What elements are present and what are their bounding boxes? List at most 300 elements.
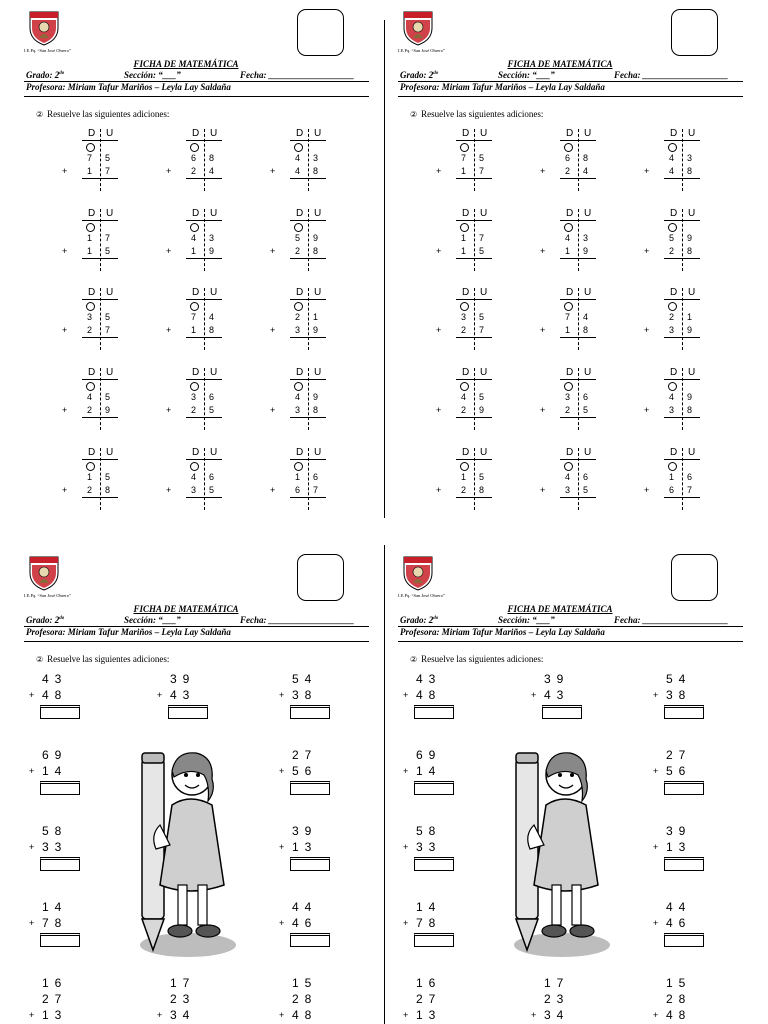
units-label: U: [584, 287, 592, 298]
school-name: I.E.Pq. “San José Obrero”: [24, 593, 71, 598]
addend: 23: [170, 992, 196, 1006]
plus-sign: +: [62, 166, 68, 176]
tens-digit: 5: [669, 233, 675, 243]
plus-sign: +: [403, 690, 409, 700]
carry-circle-icon: [190, 223, 199, 232]
units-digit: 7: [687, 485, 693, 495]
answer-box[interactable]: [664, 933, 704, 947]
addition-problem: [644, 447, 704, 513]
tens-label: D: [88, 367, 96, 378]
addition-problem: [644, 287, 704, 353]
tens-label: D: [296, 367, 304, 378]
instruction-text: Resuelve las siguientes adiciones:: [47, 654, 170, 664]
units-digit: 8: [687, 246, 693, 256]
plus-sign: +: [270, 485, 276, 495]
units-digit: 3: [209, 233, 215, 243]
units-label: U: [106, 367, 114, 378]
answer-box[interactable]: [290, 857, 330, 871]
place-value-divider: [578, 448, 579, 510]
addend: 38: [292, 688, 318, 702]
addition-problem: [270, 287, 330, 353]
plus-sign: +: [279, 690, 285, 700]
units-digit: 9: [313, 392, 319, 402]
addition-problem: [644, 128, 704, 194]
score-box: [671, 554, 718, 601]
tens-digit: 6: [565, 153, 571, 163]
units-digit: 8: [687, 166, 693, 176]
units-digit: 9: [479, 405, 485, 415]
tens-digit: 7: [461, 153, 467, 163]
units-digit: 5: [105, 472, 111, 482]
units-digit: 4: [583, 312, 589, 322]
addend: 48: [416, 688, 442, 702]
sheet-title: FICHA DE MATEMÁTICA: [133, 604, 239, 614]
sum-line: [456, 497, 492, 498]
addition-problem: [436, 367, 496, 433]
plus-sign: +: [531, 1010, 537, 1020]
tens-label: D: [88, 447, 96, 458]
addend: 14: [42, 764, 68, 778]
sum-line: [82, 178, 118, 179]
tens-label: D: [88, 287, 96, 298]
tens-label: D: [566, 128, 574, 139]
place-value-divider: [204, 448, 205, 510]
tens-digit: 4: [669, 166, 675, 176]
addition-problem: [166, 367, 226, 433]
plus-sign: +: [270, 325, 276, 335]
plus-sign: +: [540, 325, 546, 335]
tens-digit: 7: [191, 312, 197, 322]
units-label: U: [480, 208, 488, 219]
addend: 43: [42, 672, 68, 686]
addition-problem: [270, 367, 330, 433]
sum-line: [664, 337, 700, 338]
carry-circle-icon: [86, 143, 95, 152]
units-digit: 9: [313, 325, 319, 335]
units-digit: 6: [583, 472, 589, 482]
carry-circle-icon: [86, 302, 95, 311]
tens-digit: 1: [461, 246, 467, 256]
units-digit: 6: [209, 392, 215, 402]
addition-problem: [166, 447, 226, 513]
units-label: U: [314, 447, 322, 458]
tens-label: D: [88, 128, 96, 139]
units-label: U: [106, 208, 114, 219]
worksheet-bottom-left: [0, 545, 372, 1024]
tens-label: D: [462, 447, 470, 458]
addition-problem: [644, 367, 704, 433]
answer-box[interactable]: [664, 705, 704, 719]
carry-circle-icon: [294, 143, 303, 152]
seccion-field: Sección: “___”: [124, 70, 181, 80]
tens-label: D: [88, 208, 96, 219]
tens-digit: 5: [295, 233, 301, 243]
addend: 14: [416, 764, 442, 778]
tens-digit: 4: [191, 233, 197, 243]
girl-with-pencil-icon: [494, 745, 614, 960]
instruction-number: ②: [410, 655, 418, 664]
tens-label: D: [670, 367, 678, 378]
plus-sign: +: [403, 766, 409, 776]
tens-label: D: [192, 367, 200, 378]
seccion-field: Sección: “___”: [498, 70, 555, 80]
tens-digit: 1: [87, 233, 93, 243]
tens-label: D: [296, 447, 304, 458]
tens-digit: 2: [669, 312, 675, 322]
addition-problem: [436, 128, 496, 194]
carry-circle-icon: [564, 223, 573, 232]
units-digit: 5: [105, 312, 111, 322]
units-label: U: [584, 128, 592, 139]
sum-line: [186, 417, 222, 418]
sheet-header: [374, 545, 746, 664]
carry-circle-icon: [668, 462, 677, 471]
plus-sign: +: [62, 325, 68, 335]
units-label: U: [210, 367, 218, 378]
tens-label: D: [462, 287, 470, 298]
tens-label: D: [670, 128, 678, 139]
header-rule: [398, 641, 743, 642]
plus-sign: +: [436, 325, 442, 335]
addend: 34: [170, 1008, 196, 1022]
addition-problem: [62, 208, 122, 274]
sheet-title: FICHA DE MATEMÁTICA: [133, 59, 239, 69]
plus-sign: +: [270, 166, 276, 176]
tens-digit: 1: [87, 166, 93, 176]
tens-digit: 1: [565, 246, 571, 256]
tens-digit: 3: [87, 312, 93, 322]
units-digit: 7: [105, 325, 111, 335]
school-crest-icon: [402, 10, 434, 46]
answer-box[interactable]: [664, 781, 704, 795]
addend: 17: [170, 976, 196, 990]
units-label: U: [688, 128, 696, 139]
tens-digit: 3: [669, 405, 675, 415]
instruction-number: ②: [36, 110, 44, 119]
addend: 48: [42, 688, 68, 702]
tens-digit: 7: [87, 153, 93, 163]
place-value-divider: [682, 448, 683, 510]
answer-box[interactable]: [414, 857, 454, 871]
units-digit: 7: [479, 325, 485, 335]
addend: 69: [42, 748, 68, 762]
addition-problem: [436, 208, 496, 274]
answer-box[interactable]: [290, 705, 330, 719]
header-rule: [398, 96, 743, 97]
sum-line: [186, 497, 222, 498]
profesora-line: Profesora: Miriam Tafur Mariños – Leyla Lay Saldaña: [400, 82, 605, 92]
addend: 39: [292, 824, 318, 838]
units-digit: 8: [313, 246, 319, 256]
units-digit: 8: [687, 405, 693, 415]
answer-box[interactable]: [664, 857, 704, 871]
carry-circle-icon: [668, 302, 677, 311]
sum-line: [82, 417, 118, 418]
addend: 13: [42, 1008, 68, 1022]
tens-digit: 2: [87, 405, 93, 415]
plus-sign: +: [279, 1010, 285, 1020]
grado-superscript: do: [59, 71, 65, 76]
addend: 44: [292, 900, 318, 914]
addition-problem: [62, 287, 122, 353]
plus-sign: +: [436, 166, 442, 176]
instruction: [410, 654, 543, 664]
plus-sign: +: [436, 405, 442, 415]
addend: 13: [416, 1008, 442, 1022]
units-label: U: [314, 367, 322, 378]
addition-problem: [62, 447, 122, 513]
units-label: U: [314, 208, 322, 219]
units-digit: 8: [583, 325, 589, 335]
sheet-header: [374, 0, 746, 119]
units-digit: 5: [105, 153, 111, 163]
header-rule: [24, 641, 369, 642]
grado-label: Grado: 2: [400, 70, 434, 80]
addition-problem: [270, 208, 330, 274]
place-value-divider: [204, 288, 205, 350]
fecha-field: Fecha: ___________________: [614, 70, 729, 80]
instruction: [36, 109, 169, 119]
plus-sign: +: [279, 766, 285, 776]
sum-line: [560, 337, 596, 338]
sum-line: [186, 258, 222, 259]
plus-sign: +: [29, 766, 35, 776]
sum-line: [290, 178, 326, 179]
sum-line: [664, 258, 700, 259]
place-value-divider: [100, 288, 101, 350]
answer-box[interactable]: [414, 933, 454, 947]
answer-box[interactable]: [414, 781, 454, 795]
tens-digit: 2: [191, 405, 197, 415]
tens-label: D: [462, 128, 470, 139]
addition-problem: [540, 287, 600, 353]
tens-digit: 1: [565, 325, 571, 335]
units-digit: 7: [313, 485, 319, 495]
plus-sign: +: [62, 485, 68, 495]
plus-sign: +: [403, 918, 409, 928]
place-value-divider: [308, 448, 309, 510]
plus-sign: +: [166, 485, 172, 495]
sum-line: [560, 417, 596, 418]
place-value-divider: [682, 129, 683, 191]
school-name: I.E.Pq. “San José Obrero”: [398, 593, 445, 598]
plus-sign: +: [540, 166, 546, 176]
school-name: I.E.Pq. “San José Obrero”: [398, 48, 445, 53]
addend: 27: [666, 748, 692, 762]
tens-label: D: [566, 287, 574, 298]
tens-digit: 4: [669, 392, 675, 402]
plus-sign: +: [644, 166, 650, 176]
header-rule: [398, 626, 743, 627]
addend: 58: [416, 824, 442, 838]
addend: 15: [666, 976, 692, 990]
units-digit: 9: [209, 246, 215, 256]
place-value-divider: [204, 368, 205, 430]
plus-sign: +: [653, 918, 659, 928]
tens-digit: 4: [295, 392, 301, 402]
units-digit: 5: [479, 472, 485, 482]
answer-box[interactable]: [290, 933, 330, 947]
plus-sign: +: [62, 246, 68, 256]
tens-label: D: [670, 447, 678, 458]
place-value-divider: [474, 448, 475, 510]
tens-digit: 6: [669, 485, 675, 495]
units-digit: 5: [105, 392, 111, 402]
grado-field: [26, 70, 64, 80]
plus-sign: +: [29, 918, 35, 928]
profesora-line: Profesora: Miriam Tafur Mariños – Leyla Lay Saldaña: [26, 627, 231, 637]
place-value-divider: [578, 368, 579, 430]
addend: 56: [292, 764, 318, 778]
addend: 27: [292, 748, 318, 762]
plus-sign: +: [653, 766, 659, 776]
place-value-divider: [100, 129, 101, 191]
plus-sign: +: [644, 485, 650, 495]
addition-problem: [540, 128, 600, 194]
units-digit: 9: [687, 392, 693, 402]
sum-line: [560, 497, 596, 498]
addend: 48: [292, 1008, 318, 1022]
carry-circle-icon: [564, 143, 573, 152]
fecha-field: Fecha: ___________________: [240, 70, 355, 80]
carry-circle-icon: [190, 143, 199, 152]
addend: 27: [416, 992, 442, 1006]
place-value-divider: [578, 288, 579, 350]
tens-digit: 2: [565, 405, 571, 415]
carry-circle-icon: [86, 382, 95, 391]
carry-circle-icon: [86, 462, 95, 471]
addend: 33: [42, 840, 68, 854]
addend: 38: [666, 688, 692, 702]
sum-line: [560, 258, 596, 259]
instruction: [36, 654, 169, 664]
units-digit: 4: [583, 166, 589, 176]
units-digit: 8: [209, 153, 215, 163]
units-digit: 5: [479, 153, 485, 163]
answer-box[interactable]: [40, 933, 80, 947]
tens-digit: 4: [565, 233, 571, 243]
plus-sign: +: [279, 842, 285, 852]
addend: 15: [292, 976, 318, 990]
tens-label: D: [296, 208, 304, 219]
carry-circle-icon: [294, 382, 303, 391]
plus-sign: +: [166, 325, 172, 335]
plus-sign: +: [540, 485, 546, 495]
units-digit: 1: [687, 312, 693, 322]
addend: 39: [170, 672, 196, 686]
units-label: U: [584, 208, 592, 219]
units-label: U: [314, 287, 322, 298]
answer-box[interactable]: [290, 781, 330, 795]
answer-box[interactable]: [40, 857, 80, 871]
answer-box[interactable]: [40, 705, 80, 719]
place-value-divider: [682, 288, 683, 350]
tens-label: D: [192, 128, 200, 139]
units-digit: 8: [313, 166, 319, 176]
sum-line: [82, 497, 118, 498]
tens-digit: 4: [295, 166, 301, 176]
plus-sign: +: [436, 246, 442, 256]
tens-label: D: [566, 208, 574, 219]
units-label: U: [480, 447, 488, 458]
sum-line: [290, 417, 326, 418]
place-value-divider: [100, 209, 101, 271]
carry-circle-icon: [564, 382, 573, 391]
tens-digit: 1: [461, 472, 467, 482]
place-value-divider: [204, 209, 205, 271]
worksheet-top-right: [374, 0, 746, 520]
tens-digit: 2: [461, 405, 467, 415]
carry-circle-icon: [460, 382, 469, 391]
addition-problem: [270, 128, 330, 194]
units-digit: 5: [209, 405, 215, 415]
plus-sign: +: [644, 246, 650, 256]
grado-label: Grado: 2: [400, 615, 434, 625]
addition-problem: [166, 287, 226, 353]
addend: 16: [416, 976, 442, 990]
sheet-header: [0, 545, 372, 664]
seccion-field: Sección: “___”: [498, 615, 555, 625]
units-digit: 5: [479, 312, 485, 322]
addend: 14: [416, 900, 442, 914]
place-value-divider: [204, 129, 205, 191]
addend: 39: [666, 824, 692, 838]
sum-line: [664, 178, 700, 179]
units-digit: 5: [105, 246, 111, 256]
plus-sign: +: [653, 690, 659, 700]
worksheet-bottom-right: [374, 545, 746, 1024]
sum-line: [664, 497, 700, 498]
carry-circle-icon: [190, 382, 199, 391]
tens-digit: 2: [87, 325, 93, 335]
sheet-header: [0, 0, 372, 119]
place-value-divider: [100, 448, 101, 510]
tens-digit: 1: [669, 472, 675, 482]
tens-digit: 3: [565, 392, 571, 402]
answer-box[interactable]: [40, 781, 80, 795]
answer-box[interactable]: [414, 705, 454, 719]
units-digit: 6: [583, 392, 589, 402]
answer-box[interactable]: [542, 705, 582, 719]
tens-digit: 1: [295, 472, 301, 482]
sum-line: [82, 258, 118, 259]
addend: 28: [666, 992, 692, 1006]
plus-sign: +: [166, 405, 172, 415]
place-value-divider: [578, 209, 579, 271]
carry-circle-icon: [294, 223, 303, 232]
units-label: U: [688, 367, 696, 378]
units-label: U: [480, 367, 488, 378]
instruction-number: ②: [36, 655, 44, 664]
tens-digit: 2: [87, 485, 93, 495]
units-digit: 9: [687, 233, 693, 243]
addend: 13: [666, 840, 692, 854]
units-digit: 7: [105, 233, 111, 243]
tens-label: D: [296, 287, 304, 298]
grado-superscript: do: [59, 616, 65, 621]
place-value-divider: [308, 368, 309, 430]
grado-field: [26, 615, 64, 625]
addition-problem: [62, 367, 122, 433]
units-label: U: [688, 208, 696, 219]
plus-sign: +: [157, 690, 163, 700]
addend: 44: [666, 900, 692, 914]
answer-box[interactable]: [168, 705, 208, 719]
units-digit: 8: [209, 325, 215, 335]
header-rule: [24, 81, 369, 82]
school-name: I.E.Pq. “San José Obrero”: [24, 48, 71, 53]
units-digit: 8: [583, 153, 589, 163]
